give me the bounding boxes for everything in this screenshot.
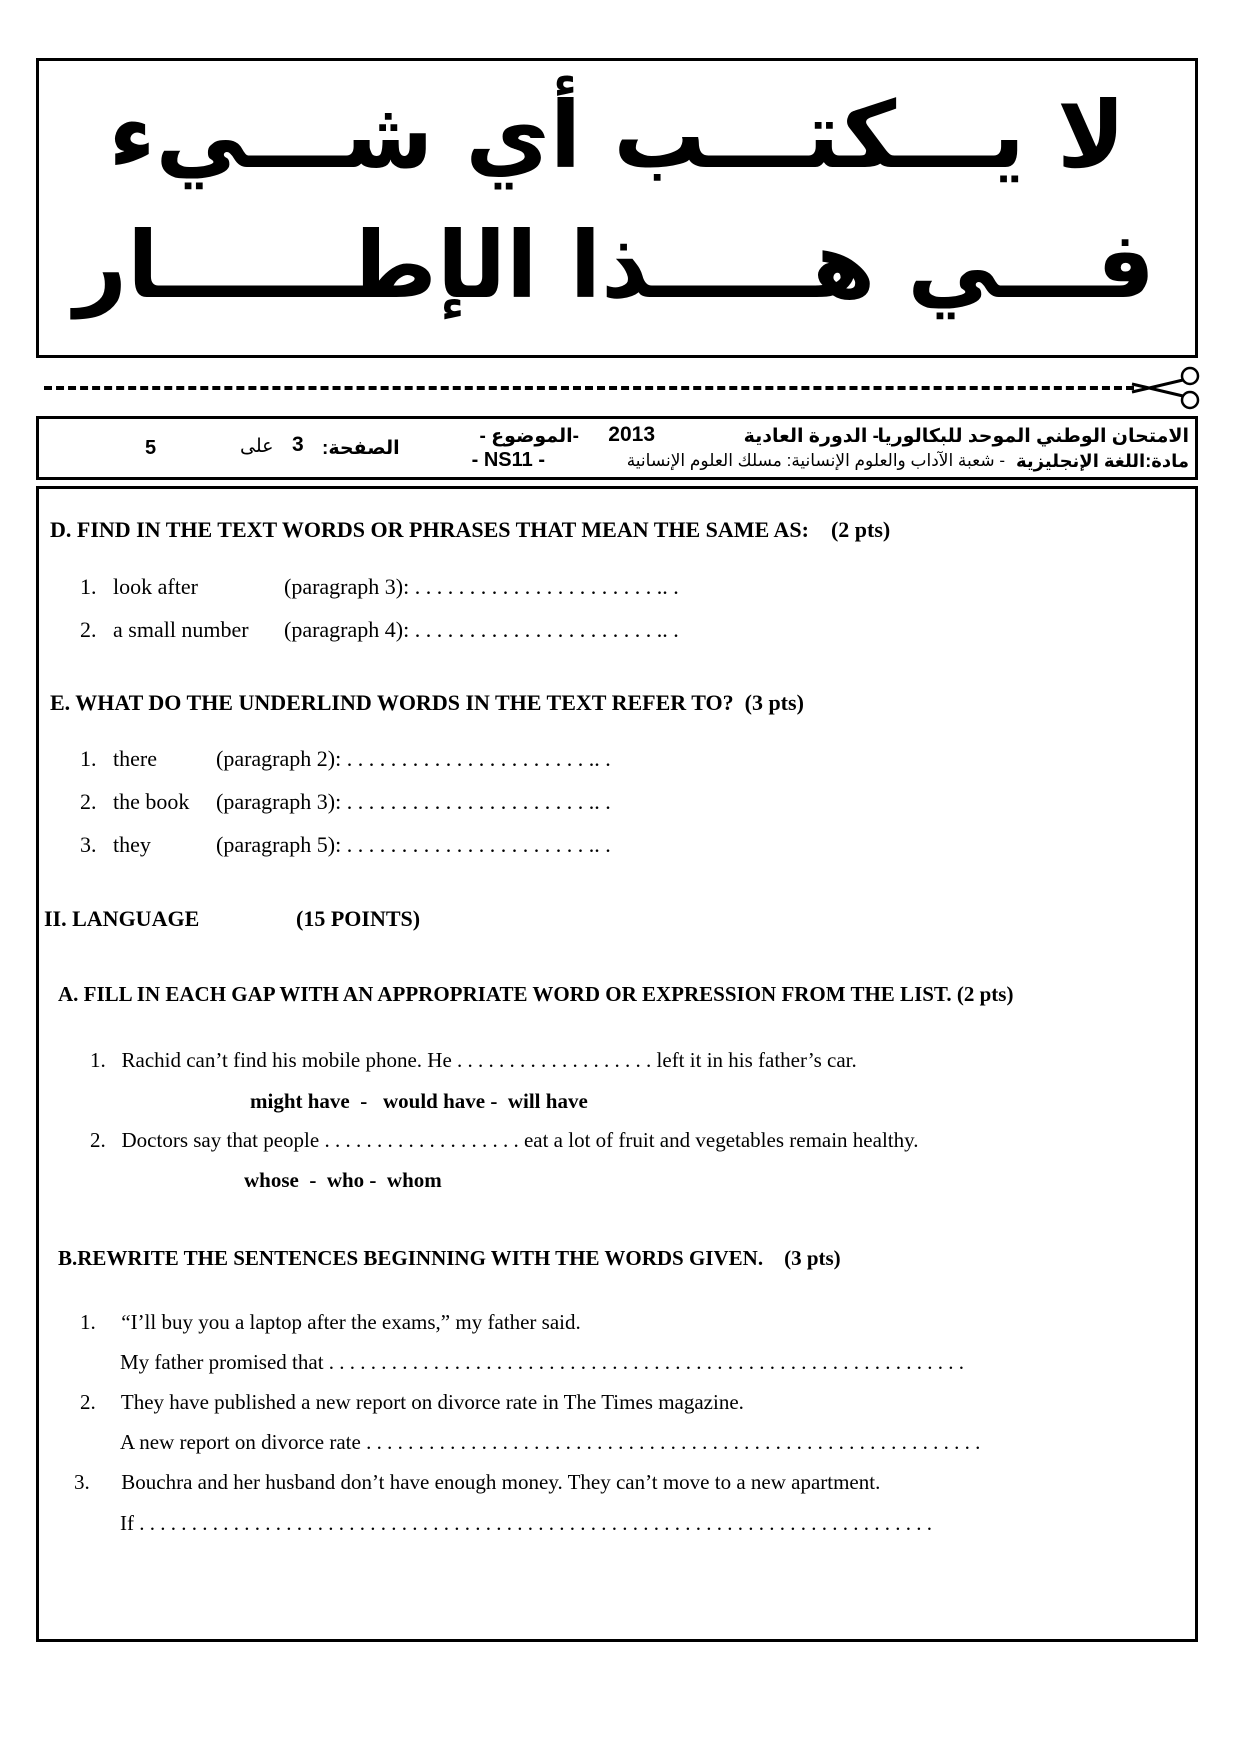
rewrite-answer-line[interactable]: If . . . . . . . . . . . . . . . . . . . . . . . . . . . . . . . . . . . . . . . . . . . . . . . . . . . . . . . . . . . . . . . . . . . . . . . . . . . . xyxy=(120,1511,932,1535)
do-not-write-line-1: لا يـــكتـــب أي شـــيء xyxy=(108,82,1126,189)
item-number: 1. xyxy=(80,1310,96,1334)
section-b-points: (3 pts) xyxy=(784,1246,841,1270)
rewrite-sentence: “I’ll buy you a laptop after the exams,” my father said. xyxy=(121,1310,581,1334)
list-item xyxy=(80,746,157,772)
exam-title: الامتحان الوطني الموحد للبكالوريا xyxy=(877,426,1189,447)
item-number: 1. xyxy=(80,746,97,771)
page-number: 3 xyxy=(292,433,304,456)
section-a-q1-options: might have - would have - will have xyxy=(250,1089,588,1113)
page-label: الصفحة: xyxy=(322,438,400,459)
exam-code: - NS11 - xyxy=(471,449,545,471)
page-of-label: على xyxy=(240,436,274,457)
item-number: 2. xyxy=(80,1390,96,1414)
item-number: 2. xyxy=(80,617,97,642)
rewrite-answer-line[interactable]: My father promised that . . . . . . . . . . . . . . . . . . . . . . . . . . . . . . . . . . . . . . . . . . . . . . . . . . . . . . . . . . . . . xyxy=(120,1350,965,1374)
section-a-title: A. FILL IN EACH GAP WITH AN APPROPRIATE WORD OR EXPRESSION FROM THE LIST. (2 pts) xyxy=(58,982,1014,1006)
section-ii-language: II. LANGUAGE xyxy=(44,906,200,931)
item-term: look after xyxy=(113,574,198,599)
subject-name: مادة:اللغة الإنجليزية xyxy=(1016,451,1189,471)
section-e-heading: E. WHAT DO THE UNDERLIND WORDS IN THE TEXT REFER TO? xyxy=(50,690,734,715)
section-a-q2 xyxy=(90,1128,919,1153)
item-number: 1. xyxy=(90,1048,106,1072)
item-number: 1. xyxy=(80,574,97,599)
rewrite-item xyxy=(74,1470,880,1495)
rewrite-sentence: They have published a new report on divorce rate in The Times magazine. xyxy=(120,1390,744,1414)
answer-line[interactable]: (paragraph 5): . . . . . . . . . . . . . . . . . . . . . . .. . xyxy=(216,832,611,857)
section-b-heading: B.REWRITE THE SENTENCES BEGINNING WITH THE WORDS GIVEN. xyxy=(58,1246,764,1270)
rewrite-answer-line[interactable]: A new report on divorce rate . . . . . . . . . . . . . . . . . . . . . . . . . . . . . . . . . . . . . . . . . . . . . . . . . . . . . . . . . . . xyxy=(120,1430,981,1454)
answer-line[interactable]: (paragraph 3): . . . . . . . . . . . . . . . . . . . . . . .. . xyxy=(284,574,679,599)
exam-session: - الدورة العادية xyxy=(743,426,879,447)
item-term: there xyxy=(113,746,157,771)
list-item xyxy=(80,789,189,815)
gap-sentence[interactable]: Doctors say that people . . . . . . . . . . . . . . . . . . . eat a lot of fruit and vegetables remain healthy. xyxy=(121,1128,919,1152)
rewrite-item xyxy=(80,1390,744,1415)
section-e-points: (3 pts) xyxy=(744,690,804,715)
subject-label: -الموضوع - xyxy=(479,426,579,447)
do-not-write-line-2: فـــي هـــــذا الإطــــــار xyxy=(74,212,1155,319)
section-a-q2-options: whose - who - whom xyxy=(244,1168,442,1192)
list-item xyxy=(80,617,249,643)
list-item xyxy=(80,574,198,600)
item-term: a small number xyxy=(113,617,249,642)
answer-line[interactable]: (paragraph 2): . . . . . . . . . . . . . . . . . . . . . . .. . xyxy=(216,746,611,771)
branch-name: - شعبة الآداب والعلوم الإنسانية: مسلك العلوم الإنسانية xyxy=(626,451,1005,470)
section-ii-points: (15 POINTS) xyxy=(296,906,421,931)
item-number: 2. xyxy=(80,789,97,814)
item-number: 3. xyxy=(74,1470,90,1494)
do-not-write-frame xyxy=(36,58,1198,358)
item-term: the book xyxy=(113,789,190,814)
exam-year: 2013 xyxy=(608,423,655,446)
item-number: 3. xyxy=(80,832,97,857)
item-number: 2. xyxy=(90,1128,106,1152)
answer-line[interactable]: (paragraph 3): . . . . . . . . . . . . . . . . . . . . . . .. . xyxy=(216,789,611,814)
scissors-icon xyxy=(1128,366,1200,410)
item-term: they xyxy=(113,832,151,857)
section-d-heading: D. FIND IN THE TEXT WORDS OR PHRASES THAT MEAN THE SAME AS: xyxy=(50,517,809,542)
page-total: 5 xyxy=(145,437,157,459)
section-a-q1 xyxy=(90,1048,857,1073)
section-b-title xyxy=(58,1246,841,1271)
section-e-title xyxy=(50,690,804,716)
rewrite-sentence: Bouchra and her husband don’t have enough money. They can’t move to a new apartment. xyxy=(121,1470,881,1494)
list-item xyxy=(80,832,151,858)
cut-line xyxy=(44,386,1134,390)
section-d-points: (2 pts) xyxy=(830,517,891,542)
exam-header xyxy=(36,416,1198,480)
answer-line[interactable]: (paragraph 4): . . . . . . . . . . . . . . . . . . . . . . .. . xyxy=(284,617,679,642)
gap-sentence[interactable]: Rachid can’t find his mobile phone. He . . . . . . . . . . . . . . . . . . . left it in his father’s car. xyxy=(121,1048,857,1072)
rewrite-item xyxy=(80,1310,581,1335)
section-d-title xyxy=(50,517,890,543)
